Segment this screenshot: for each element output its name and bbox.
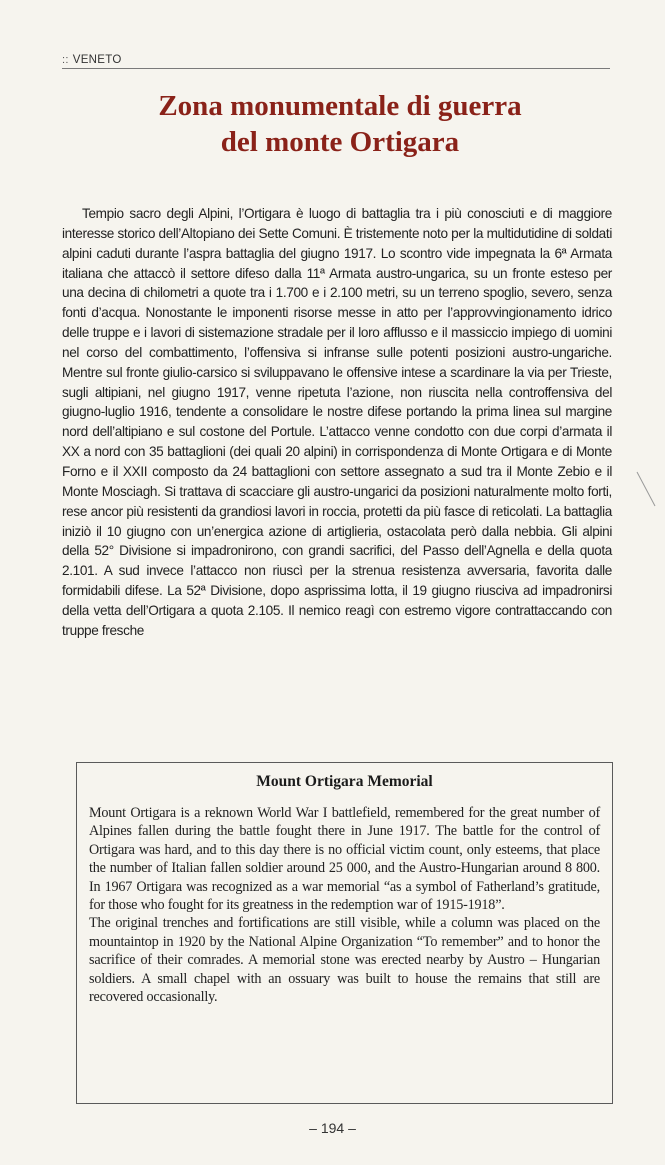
section-marker: :: (62, 54, 69, 66)
box-paragraph-1: Mount Ortigara is a reknown World War I battlefield, remembered for the great number of Alpines fallen during the battle fought there in June 1917. The battle for the control of Ortigara was hard, and to this day there is no official victim count, only esteems, that place the number of Italian fallen soldier around 25 000, and the Austro-Hungarian around 8 800. In 1967 Ortigara was recognized as a war memorial “as a symbol of Fatherland’s gratitude, for those who fought for its greatness in the redemption war of 1915-1918”. (89, 805, 600, 914)
section-label: VENETO (72, 54, 122, 66)
page-title (60, 88, 620, 160)
italian-body-text (62, 204, 612, 641)
box-text (89, 804, 600, 1006)
margin-pencil-mark (635, 470, 659, 510)
section-header (62, 54, 610, 69)
title-line-2: del monte Ortigara (220, 126, 460, 158)
page-number: – 194 – (309, 1120, 356, 1136)
box-paragraph-2: The original trenches and fortifications are still visible, while a column was placed on the mountaintop in 1920 by the National Alpine Organization “To remember” and to honor the sacrifice of their comrades. A memorial stone was erected nearby by Austro – Hungarian soldiers. A small chapel with an ossuary was built to house the remains that still are recovered occasionally. (89, 915, 600, 1006)
box-title: Mount Ortigara Memorial (256, 773, 433, 790)
title-line-1: Zona monumentale di guerra (158, 90, 522, 122)
body-paragraph: Tempio sacro degli Alpini, l’Ortigara è luogo di battaglia tra i più conosciuti e di maggiore interesse storico dell’Altopiano dei Sette Comuni. È tristemente noto per la multidutidine di soldati alpini caduti durante l’aspra battaglia del giugno 1917. Lo scontro vide impegnata la 6ª Armata italiana che attaccò il settore difeso dalla 11ª Armata austro-ungarica, su un fronte esteso per una decina di chilometri a quote tra i 1.700 e i 2.100 metri, su un terreno spoglio, severo, senza fonti d’acqua. Nonostante le imponenti risorse messe in atto per l’approvvingionamento idrico delle truppe e i lavori di sistemazione stradale per il loro afflusso e il massiccio impiego di uomini nel corso del combattimento, l’offensiva si infranse sulle potenti posizioni austro-ungariche. Mentre sul fronte giulio-carsico si sviluppavano le offensive intese a scardinare la via per Trieste, sugli altipiani, nel giugno 1917, venne ripetuta l’azione, non riuscita nella controffensiva del giugno-luglio 1916, tendente a consolidare le nostre difese portando la prima linea sul margine nord dell’altipiano e sul costone del Portule. L’attacco venne condotto con due corpi d’armata il XX a nord con 35 battaglioni (dei quali 20 alpini) in corrispondenza di Monte Ortigara e di Monte Forno e il XXII composto da 24 battaglioni con settore assegnato a sud tra il Monte Zebio e il Monte Mosciagh. Si trattava di scacciare gli austro-ungarici da posizioni naturalmente molto forti, rese ancor più resistenti da grandiosi lavori in roccia, protetti da più fasce di reticolati. La battaglia iniziò il 10 giugno con un’energica azione di artiglieria, ostacolata però dalla nebbia. Gli alpini della 52° Divisione si impadronirono, con grandi sacrifici, del Passo dell’Agnella e della quota 2.101. A sud invece l’attacco non riuscì per la strenua resistenza avversaria, favorita dalle formidabili difese. La 52ª Divisione, dopo asprissima lotta, il 19 giugno riusciva ad impadronirsi della vetta dell’Ortigara a quota 2.105. Il nemico reagì con estremo vigore contrattaccando con truppe fresche (62, 206, 612, 638)
english-summary-box (76, 762, 613, 1104)
